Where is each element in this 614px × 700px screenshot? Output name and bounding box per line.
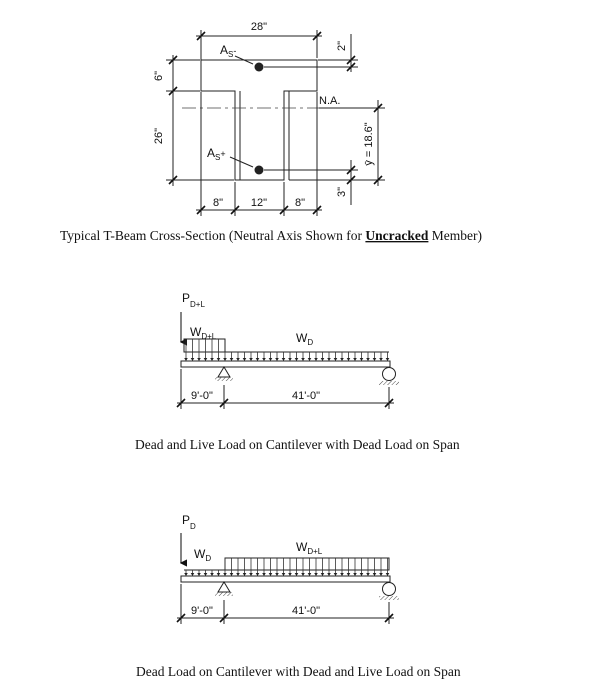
case1-cantilever-length: 9'-0"	[191, 390, 213, 402]
dim-left-overhang: 8"	[212, 197, 224, 209]
dim-web-width: 12"	[250, 197, 268, 209]
neutral-axis-label: N.A.	[319, 95, 341, 107]
case2-caption: Dead Load on Cantilever with Dead and Live Load on Span	[136, 664, 461, 679]
dim-bottom-cover: 3"	[336, 186, 348, 198]
case2-span-length: 41'-0"	[291, 605, 321, 617]
case1-caption: Dead and Live Load on Cantilever with Dead Load on Span	[135, 437, 460, 452]
case2-beam	[181, 576, 390, 582]
case2-roller-support	[379, 583, 399, 601]
dim-flange-width: 28"	[250, 21, 268, 33]
case2-cantilever-length: 9'-0"	[191, 605, 213, 617]
case2-span-load-block	[225, 558, 389, 570]
dim-neutral-axis-depth: ȳ = 18.6"	[363, 122, 375, 166]
cross-section-caption: Typical T-Beam Cross-Section (Neutral Axis Shown for Uncracked Member)	[60, 228, 483, 243]
case2-point-load-label: $P_D$	[182, 513, 196, 531]
case2-pin-support	[215, 582, 233, 596]
dim-right-overhang: 8"	[294, 197, 306, 209]
case1-roller-support	[379, 368, 399, 386]
case1-point-load-label: $P_{D+L}$	[182, 291, 205, 309]
case1-span-load-label: $W_D$	[296, 331, 314, 347]
case1-cantilever-load-label: $W_{D+L}$	[190, 325, 217, 341]
dim-top-cover: 2"	[336, 40, 348, 52]
case2-span-load-label: $W_{D+L}$	[296, 540, 323, 556]
dim-web-depth: 26"	[153, 127, 165, 145]
case2-load-arrows	[184, 558, 389, 576]
case1-span-length: 41'-0"	[291, 390, 321, 402]
load-case-1	[177, 291, 399, 409]
top-rebar	[255, 63, 264, 72]
dim-flange-depth: 6"	[153, 70, 165, 82]
case1-beam	[181, 361, 390, 367]
t-beam-cross-section	[153, 21, 385, 216]
case2-cantilever-load-label: $W_D$	[194, 547, 212, 563]
case1-pin-support	[215, 367, 233, 381]
as-minus-label: $A_S^-$	[220, 43, 237, 59]
as-plus-label: $A_S^+$	[207, 146, 226, 162]
load-case-2	[177, 513, 399, 624]
t-beam-outline	[201, 60, 317, 180]
bottom-rebar	[255, 166, 264, 175]
case1-load-arrows	[184, 339, 389, 361]
